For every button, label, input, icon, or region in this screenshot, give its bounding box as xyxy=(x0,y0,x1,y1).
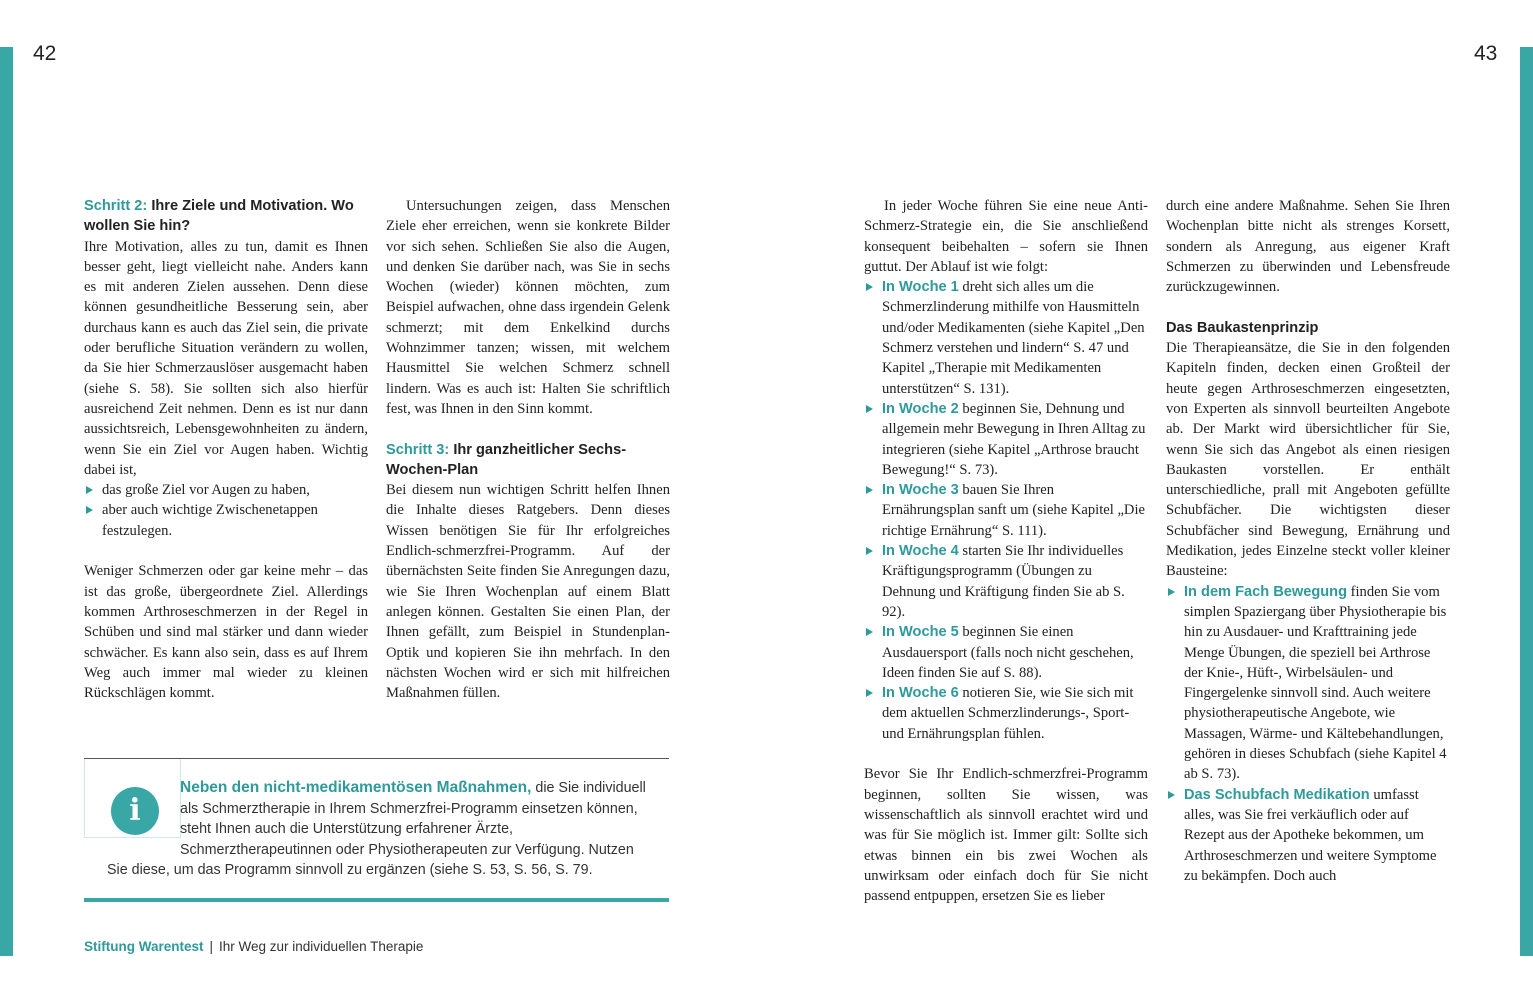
footer-subtitle: Ihr Weg zur individuellen Therapie xyxy=(219,939,424,954)
left-edge-bar xyxy=(0,47,13,956)
col4-paragraph-2: Die Therapieansätze, die Sie in den folgenden Kapiteln finden, decken einen Großteil der heute gegen Arthroseschmerzen eingesetzten, von Experten als sinnvoll beurteilten Angebote ab. Der Markt wird übersichtlicher für Sie, wenn Sie sich das Angebot als einen riesigen Baukasten vorstellen. Er enthält unterschiedliche, prall mit Angeboten gefüllte Schubfächer. Die wichtigsten dieser Schubfächer sind Bewegung, Ernährung und Medikation, jedes Einzelne steckt voller kleiner Bausteine: xyxy=(1166,340,1450,580)
baukasten-heading: Das Baukastenprinzip xyxy=(1166,319,1319,336)
weeks-list xyxy=(864,277,1148,744)
list-item: In Woche 1 dreht sich alles um die Schmerzlinderung mithilfe von Hausmitteln und/oder Medikamenten (siehe Kapitel „Den Schmerz verstehen und lindern“ S. 47 und Kapitel „Therapie mit Medikamenten unterstützen“ S. 131). xyxy=(864,277,1148,399)
list-item: In Woche 3 bauen Sie Ihren Ernährungsplan sanft um (siehe Kapitel „Die richtige Ernährung“ S. 111). xyxy=(864,480,1148,541)
info-box xyxy=(84,758,669,902)
page-number-right: 43 xyxy=(1474,42,1498,65)
footer xyxy=(84,939,423,954)
info-box-bottom-rule xyxy=(84,898,669,902)
list-item: aber auch wichtige Zwischenetappen festzulegen. xyxy=(84,500,368,541)
step2-bullet-list xyxy=(84,480,368,541)
info-icon: i xyxy=(111,787,159,835)
page-number-left: 42 xyxy=(33,42,57,65)
column-3 xyxy=(864,196,1148,906)
col3-outro: Bevor Sie Ihr Endlich-schmerzfrei-Programm beginnen, sollten Sie wissen, was wissenschaftlich als sinnvoll erachtet wird und was für Sie möglich ist. Immer gilt: Sollte sich etwas binnen ein bis zwei Wochen als unwirksam oder einfach doch für Sie nicht passend entpuppen, ersetzen Sie es lieber xyxy=(864,766,1148,905)
step3-label: Schritt 3: xyxy=(386,441,450,458)
footer-brand: Stiftung Warentest xyxy=(84,939,204,954)
step3-heading xyxy=(386,440,670,481)
list-item: In dem Fach Bewegung finden Sie vom simplen Spaziergang über Physiotherapie bis hin zu Ausdauer- und Krafttraining jede Menge Übungen, die speziell bei Arthrose der Knie-, Hüft-, Wirbelsäulen- und Fingergelenke sinnvoll sind. Auch weitere physiotherapeutische Angebote, wie Massagen, Wärme- und Kältebehandlungen, gehören in dieses Schubfach (siehe Kapitel 4 ab S. 73). xyxy=(1166,582,1450,785)
column-2 xyxy=(386,196,670,703)
col3-intro: In jeder Woche führen Sie eine neue Anti-Schmerz-Strategie ein, die Sie anschließend konsequent beibehalten – sofern sie Ihnen guttut. Der Ablauf ist wie folgt: xyxy=(864,198,1148,275)
col2-paragraph-2: Bei diesem nun wichtigen Schritt helfen Ihnen die Inhalte dieses Ratgebers. Denn dieses Wissen benötigen Sie für Ihr erfolgreiches Endlich-schmerzfrei-Programm. Auf der übernächsten Seite finden Sie Anregungen dazu, wie Sie Ihren Wochenplan auf einem Blatt anlegen können. Gestalten Sie einen Plan, der Ihnen gefällt, zum Beispiel in Stundenplan-Optik und kopieren Sie ihn mehrfach. In den nächsten Wochen wird er sich mit hilfreichen Maßnahmen füllen. xyxy=(386,482,670,702)
column-1 xyxy=(84,196,368,703)
col4-paragraph-1: durch eine andere Maßnahme. Sehen Sie Ihren Wochenplan bitte nicht als strenges Korsett, sondern als Anregung, aus eigener Kraft Schmerzen zu überwinden und Lebensfreude zurückzugewinnen. xyxy=(1166,198,1450,296)
info-box-text xyxy=(107,778,652,881)
step2-label: Schritt 2: xyxy=(84,198,148,214)
step2-paragraph-2: Weniger Schmerzen oder gar keine mehr – das ist das große, übergeordnete Ziel. Allerdings kommen Arthroseschmerzen in der Regel in Schüben und sind mal stärker und dann wieder schwächer. Es kann also sein, dass es auf Ihrem Weg auch immer mal wieder zu kleinen Rückschlägen kommt. xyxy=(84,563,368,702)
baukasten-list xyxy=(1166,582,1450,886)
right-edge-bar xyxy=(1520,47,1533,956)
list-item: In Woche 5 beginnen Sie einen Ausdauersport (falls noch nicht geschehen, Ideen finden Sie auf S. 88). xyxy=(864,622,1148,683)
info-box-body: die Sie individuell als Schmerztherapie in Ihrem Schmerzfrei-Programm einsetzen können, steht Ihnen auch die Unterstützung erfahrener Ärzte, Schmerztherapeutinnen oder Physiotherapeuten zur Verfügung. Nutzen Sie diese, um das Programm sinnvoll zu ergänzen (siehe S. 53, S. 56, S. 79. xyxy=(107,780,646,878)
step3-title: Ihr ganzheitlicher Sechs-Wochen-Plan xyxy=(386,441,627,478)
list-item: Das Schubfach Medikation umfasst alles, was Sie frei verkäuflich oder auf Rezept aus der Apotheke bekommen, um Arthroseschmerzen und weitere Symptome zu bekämpfen. Doch auch xyxy=(1166,785,1450,886)
info-box-lead: Neben den nicht-medikamentösen Maßnahmen, xyxy=(180,779,532,796)
footer-separator: | xyxy=(209,939,214,954)
step2-paragraph-1: Ihre Motivation, alles zu tun, damit es Ihnen besser geht, liegt vielleicht nahe. Anders kann es mit anderen Zielen aussehen. Denn diese können gesundheitliche Besserung sein, aber durchaus kann es auch das Ziel sein, die private oder berufliche Situation verändern zu wollen, da Sie hier Schmerzauslöser ausgemacht haben (siehe S. 58). Sie sollten sich also hierfür ausreichend Zeit nehmen. Denn es ist nur dann aussichtsreich, Lebensgewohnheiten zu ändern, wenn Sie ein Ziel vor Augen haben. Wichtig dabei ist, xyxy=(84,238,368,478)
list-item: das große Ziel vor Augen zu haben, xyxy=(84,480,368,500)
step2-heading xyxy=(84,196,368,237)
list-item: In Woche 2 beginnen Sie, Dehnung und allgemein mehr Bewegung in Ihren Alltag zu integrieren (siehe Kapitel „Arthrose braucht Bewegung!“ S. 73). xyxy=(864,399,1148,480)
col2-paragraph-1: Untersuchungen zeigen, dass Menschen Ziele eher erreichen, wenn sie konkrete Bilder vor sich sehen. Schließen Sie also die Augen, und denken Sie darüber nach, was Sie in sechs Wochen (wieder) können möchten, zum Beispiel aufwachen, ohne dass irgendein Gelenk schmerzt; mit dem Enkelkind durchs Wohnzimmer tanzen; wissen, mit welchem Hausmittel Sie welchen Schmerz schnell lindern. Was es auch ist: Halten Sie schriftlich fest, was Ihnen in den Sinn kommt. xyxy=(386,198,670,417)
list-item: In Woche 4 starten Sie Ihr individuelles Kräftigungsprogramm (Übungen zu Dehnung und Kräftigung finden Sie ab S. 92). xyxy=(864,541,1148,622)
step2-title: Ihre Ziele und Motivation. Wo wollen Sie hin? xyxy=(84,198,354,235)
column-4 xyxy=(1166,196,1450,886)
list-item: In Woche 6 notieren Sie, wie Sie sich mit dem aktuellen Schmerzlinderungs-, Sport- und Ernährungsplan fühlen. xyxy=(864,683,1148,744)
